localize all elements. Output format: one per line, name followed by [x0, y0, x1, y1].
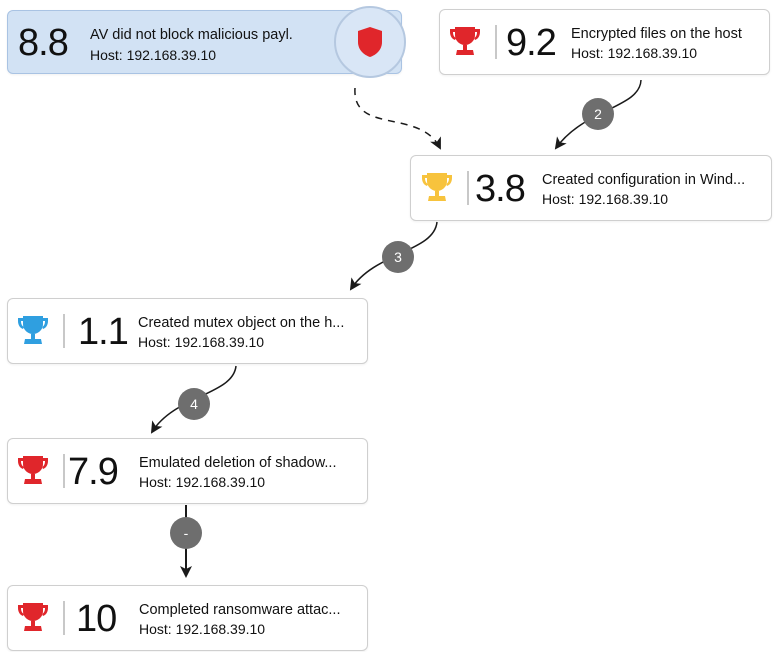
edge-label: -	[183, 525, 189, 541]
trophy-icon	[448, 24, 482, 58]
node-title: Created mutex object on the h...	[138, 315, 345, 331]
separator	[467, 171, 469, 205]
node-score: 3.8	[475, 168, 525, 210]
edge-n1-n3	[355, 88, 440, 148]
edge-label-bubble	[170, 517, 202, 549]
node-host: Host: 192.168.39.10	[138, 334, 265, 350]
node-score: 1.1	[78, 311, 128, 353]
node-host: Host: 192.168.39.10	[542, 191, 669, 207]
node-title: Emulated deletion of shadow...	[139, 455, 337, 471]
trophy-icon	[16, 453, 50, 487]
node-score: 7.9	[68, 451, 118, 493]
edge-label: 2	[594, 106, 602, 122]
attack-node-card[interactable]	[439, 9, 770, 75]
edge-label-bubble	[582, 98, 614, 130]
node-title: Created configuration in Wind...	[542, 172, 746, 188]
separator	[63, 314, 65, 348]
attack-node-card[interactable]	[7, 585, 368, 651]
separator	[63, 454, 65, 488]
separator	[495, 25, 497, 59]
node-host: Host: 192.168.39.10	[139, 474, 266, 490]
trophy-icon	[420, 170, 454, 204]
edge-label: 4	[190, 396, 198, 412]
attack-node-card[interactable]	[7, 298, 368, 364]
shield-icon	[355, 25, 385, 59]
node-host: Host: 192.168.39.10	[139, 621, 266, 637]
attack-node-card[interactable]	[410, 155, 772, 221]
node-title: Encrypted files on the host	[571, 26, 742, 42]
shield-badge[interactable]	[334, 6, 406, 78]
node-title: Completed ransomware attac...	[139, 602, 341, 618]
trophy-icon	[16, 313, 50, 347]
node-score: 9.2	[506, 22, 556, 64]
node-score: 10	[76, 598, 117, 640]
node-score: 8.8	[18, 22, 68, 64]
separator	[63, 601, 65, 635]
node-title: AV did not block malicious payl.	[90, 27, 293, 43]
edge-label: 3	[394, 249, 402, 265]
node-host: Host: 192.168.39.10	[571, 45, 698, 61]
trophy-icon	[16, 600, 50, 634]
node-host: Host: 192.168.39.10	[90, 47, 217, 63]
attack-node-card[interactable]	[7, 438, 368, 504]
edge-label-bubble	[178, 388, 210, 420]
edge-label-bubble	[382, 241, 414, 273]
